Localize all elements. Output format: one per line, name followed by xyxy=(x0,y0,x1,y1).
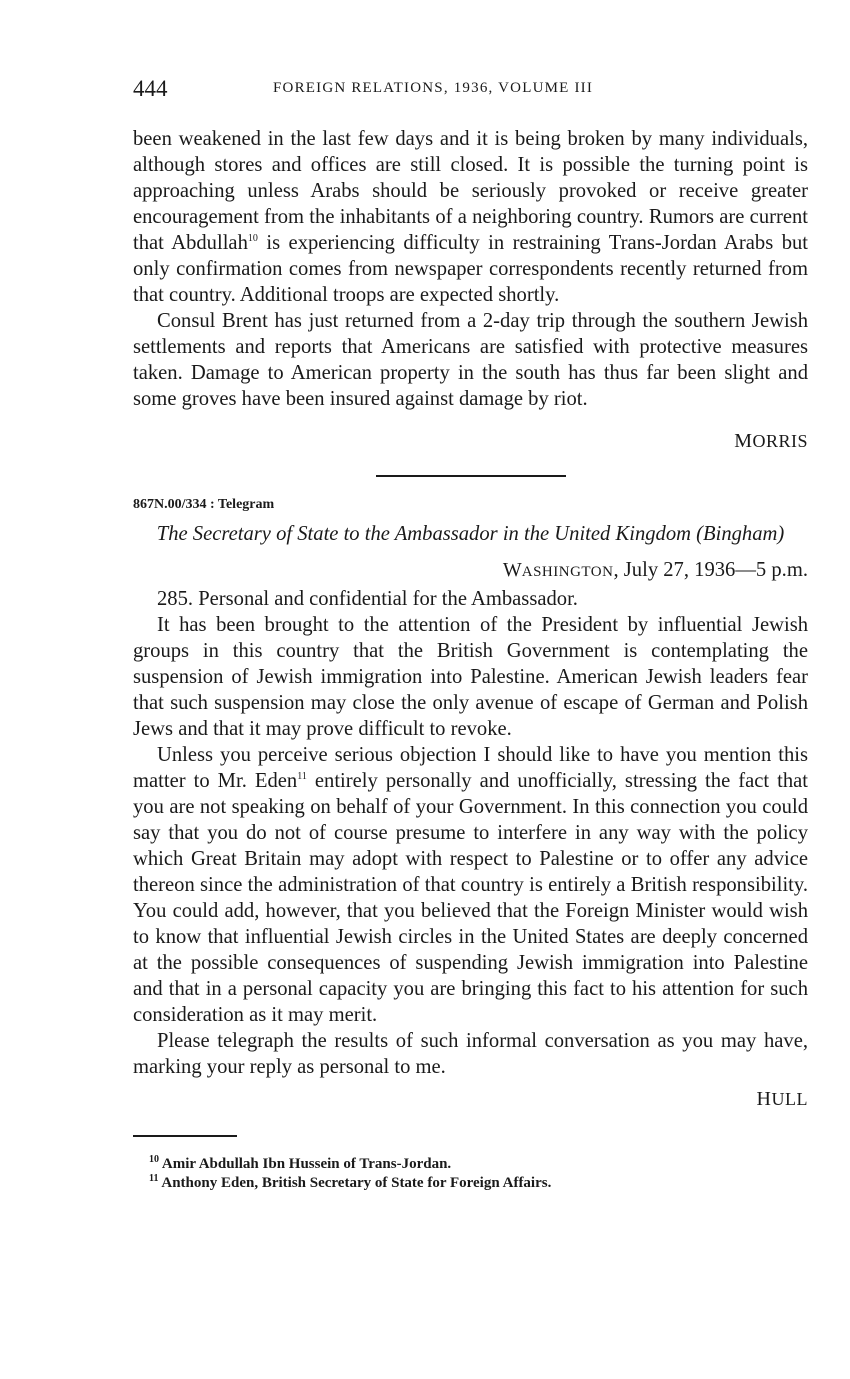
dateline-place-rest: ASHINGTON xyxy=(521,564,614,580)
document-paragraph-1: It has been brought to the attention of the President by influential Jewish groups in this country that the British Government is contemplating the suspension of Jewish immigration into Palestine. American Jewish leaders fear that such suspension may close the only avenue of escape of German and Polish Jews and that it may prove difficult to revoke. xyxy=(133,614,808,740)
page-number: 444 xyxy=(133,76,168,101)
footnotes xyxy=(133,1155,808,1193)
message-number: 285. Personal and confidential for the Ambassador. xyxy=(157,588,578,610)
footnote-ref-10[interactable]: 10 xyxy=(247,233,258,245)
footnote-marker: 11 xyxy=(149,1172,159,1184)
paragraph-text: entirely personally and unofficially, stressing the fact that you are not speaking on behalf of your Government. In this connection you could say that you do not of course presume to interfere in any way with the policy which Great Britain may adopt with respect to Palestine or to offer any advice thereon since the administration of that country is entirely a British responsibility. You could add, however, that you believed that the Foreign Minister would wish to know that influential Jewish circles in the United States are deeply concerned at the possible consequences of suspending Jewish immigration into Palestine and that in a personal capacity you are bringing this fact to his attention for such consideration as it may merit. xyxy=(133,770,809,1026)
page-header xyxy=(133,76,808,106)
document-page xyxy=(133,76,808,1193)
signature-hull xyxy=(133,1088,808,1111)
footnote-ref-11[interactable]: 11 xyxy=(297,771,307,783)
dateline xyxy=(133,559,808,582)
dateline-place-initial: W xyxy=(502,559,522,581)
signature-rest: ULL xyxy=(771,1089,808,1109)
footnote-item xyxy=(149,1155,808,1174)
footnote-text: Amir Abdullah Ibn Hussein of Trans-Jordan. xyxy=(159,1155,452,1172)
paragraph-text: Unless you perceive serious objection I should like to have you mention this matter to Mr. Eden xyxy=(133,744,808,792)
footnote-marker: 10 xyxy=(149,1153,159,1165)
document-title: The Secretary of State to the Ambassador in the United Kingdom (Bingham) xyxy=(156,523,785,545)
document-reference: 867N.00/334 : Telegram xyxy=(133,497,275,512)
signature-initial: M xyxy=(734,430,753,452)
footnote-divider xyxy=(133,1135,237,1137)
signature-initial: H xyxy=(756,1088,772,1110)
section-divider xyxy=(376,475,566,477)
signature-rest: ORRIS xyxy=(752,431,808,451)
continued-paragraph-1 xyxy=(133,126,808,308)
document-paragraph-3: Please telegraph the results of such informal conversation as you may have, marking your reply as personal to me. xyxy=(133,1030,808,1078)
paragraph-text: been weakened in the last few days and it is being broken by many individuals, although stores and offices are still closed. It is possible the turning point is approaching unless Arabs should be seriously provoked or receive greater encouragement from the inhabitants of a neighboring country. Rumors are current that Abdullah xyxy=(133,128,808,254)
footnote-text: Anthony Eden, British Secretary of State for Foreign Affairs. xyxy=(158,1174,552,1191)
footnote-item xyxy=(149,1174,808,1193)
running-head: FOREIGN RELATIONS, 1936, VOLUME III xyxy=(273,80,594,96)
document-paragraph-2 xyxy=(133,742,808,1028)
paragraph-text: is experiencing difficulty in restraining Trans-Jordan Arabs but only confirmation comes from newspaper correspondents recently returned from that country. Additional troops are expected shortly. xyxy=(133,232,809,306)
signature-morris xyxy=(133,430,808,453)
dateline-date: , July 27, 1936—5 p.m. xyxy=(613,559,808,581)
continued-paragraph-2: Consul Brent has just returned from a 2-day trip through the southern Jewish settlements and reports that Americans are satisfied with protective measures taken. Damage to American property in the south has thus far been slight and some groves have been insured against damage by riot. xyxy=(133,310,808,410)
